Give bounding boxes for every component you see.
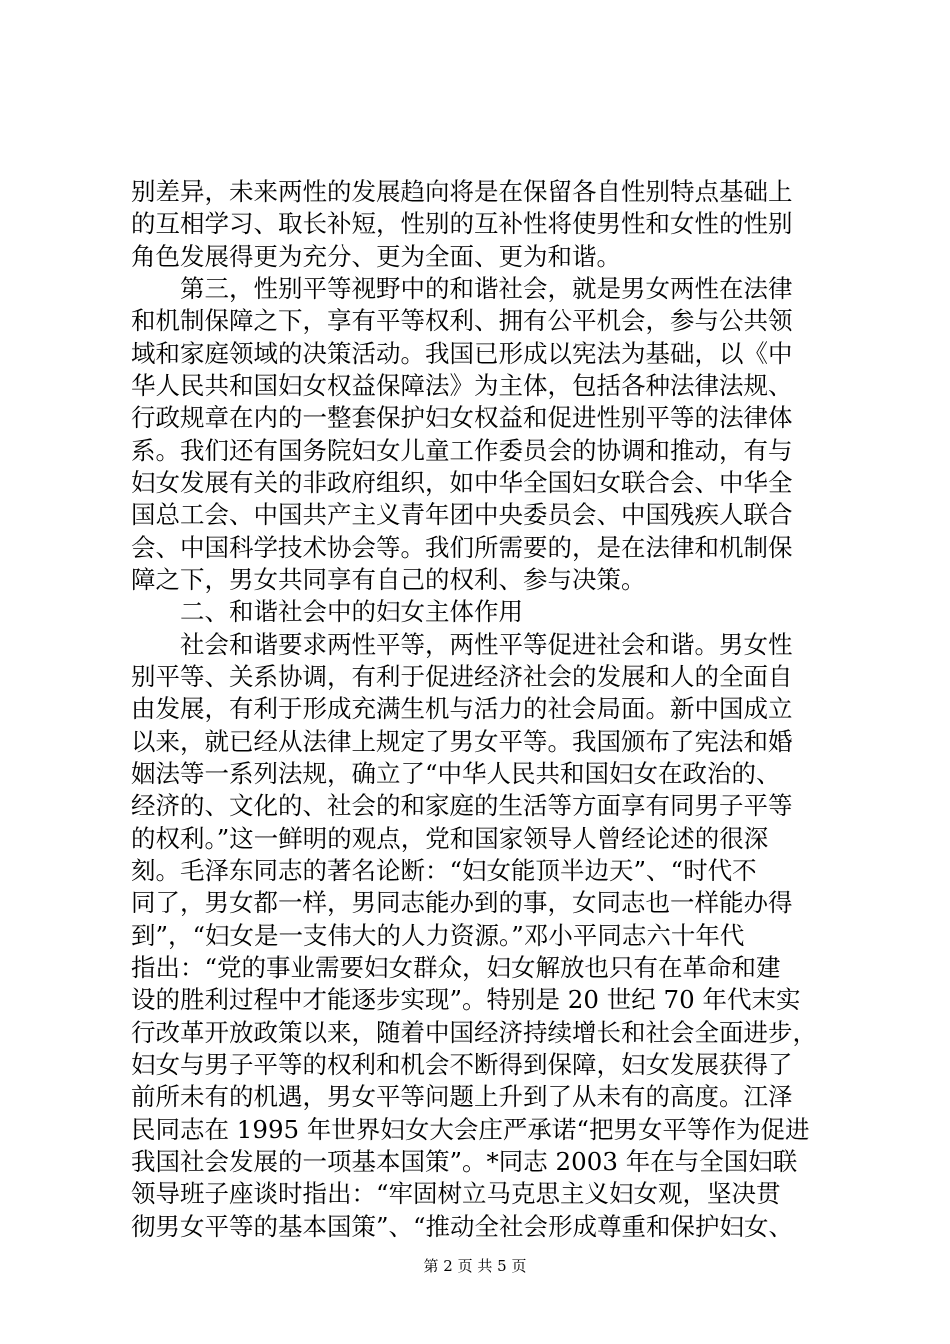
text-line: 行政规章在内的一整套保护妇女权益和促进性别平等的法律体 bbox=[131, 403, 793, 433]
text-line: 彻男女平等的基本国策”、“推动全社会形成尊重和保护妇女、 bbox=[131, 1211, 794, 1241]
text-line: 别平等、关系协调，有利于促进经济社会的发展和人的全面自 bbox=[131, 661, 793, 691]
text-line: 妇女与男子平等的权利和机会不断得到保障，妇女发展获得了 bbox=[131, 1049, 793, 1079]
body-text bbox=[131, 176, 836, 1243]
text-line: 华人民共和国妇女权益保障法》为主体，包括各种法律法规、 bbox=[131, 370, 793, 400]
text-line: 姻法等一系列法规，确立了“中华人民共和国妇女在政治的、 bbox=[131, 758, 781, 788]
text-line: 别差异，未来两性的发展趋向将是在保留各自性别特点基础上 bbox=[131, 177, 793, 206]
text-line: 角色发展得更为充分、更为全面、更为和谐。 bbox=[131, 241, 621, 271]
text-line: 同了，男女都一样，男同志能办到的事，女同志也一样能办得 bbox=[131, 888, 793, 918]
text-line: 会、中国科学技术协会等。我们所需要的，是在法律和机制保 bbox=[131, 532, 793, 562]
text-line: 障之下，男女共同享有自己的权利、参与决策。 bbox=[131, 564, 646, 594]
text-line: 域和家庭领域的决策活动。我国已形成以宪法为基础，以《中 bbox=[131, 338, 793, 368]
text-line: 的权利。”这一鲜明的观点，党和国家领导人曾经论述的很深 bbox=[131, 823, 769, 853]
text-line: 领导班子座谈时指出：“牢固树立马克思主义妇女观，坚决贯 bbox=[131, 1179, 781, 1209]
page-number-footer: 第 2 页 共 5 页 bbox=[423, 1257, 527, 1275]
text-line: 和机制保障之下，享有平等权利、拥有公平机会，参与公共领 bbox=[131, 306, 793, 336]
text-line: 前所未有的机遇，男女平等问题上升到了从未有的高度。江泽 bbox=[131, 1082, 793, 1112]
section-heading: 二、和谐社会中的妇女主体作用 bbox=[180, 597, 523, 627]
text-line: 民同志在 1995 年世界妇女大会庄严承诺“把男女平等作为促进 bbox=[131, 1114, 810, 1144]
text-line: 经济的、文化的、社会的和家庭的生活等方面享有同男子平等 bbox=[131, 791, 793, 821]
text-line: 的互相学习、取长补短，性别的互补性将使男性和女性的性别 bbox=[131, 209, 793, 239]
text-line: 以来，就已经从法律上规定了男女平等。我国颁布了宪法和婚 bbox=[131, 726, 793, 756]
paragraph-start-line: 第三，性别平等视野中的和谐社会，就是男女两性在法律 bbox=[180, 273, 793, 303]
paragraph-start-line: 社会和谐要求两性平等，两性平等促进社会和谐。男女性 bbox=[180, 629, 793, 659]
text-line: 指出：“党的事业需要妇女群众，妇女解放也只有在革命和建 bbox=[131, 952, 781, 982]
text-line: 国总工会、中国共产主义青年团中央委员会、中国残疾人联合 bbox=[131, 500, 793, 530]
text-line: 我国社会发展的一项基本国策”。*同志 2003 年在与全国妇联 bbox=[131, 1146, 798, 1176]
text-line: 妇女发展有关的非政府组织，如中华全国妇女联合会、中华全 bbox=[131, 467, 793, 497]
text-line: 刻。毛泽东同志的著名论断：“妇女能顶半边天”、“时代不 bbox=[131, 855, 757, 885]
text-line: 设的胜利过程中才能逐步实现”。特别是 20 世纪 70 年代末实 bbox=[131, 985, 801, 1015]
text-line: 系。我们还有国务院妇女儿童工作委员会的协调和推动，有与 bbox=[131, 435, 793, 465]
text-line: 由发展，有利于形成充满生机与活力的社会局面。新中国成立 bbox=[131, 694, 793, 724]
text-line: 行改革开放政策以来，随着中国经济持续增长和社会全面进步， bbox=[131, 1017, 817, 1047]
text-line: 到”，“妇女是一支伟大的人力资源。”邓小平同志六十年代 bbox=[131, 920, 745, 950]
